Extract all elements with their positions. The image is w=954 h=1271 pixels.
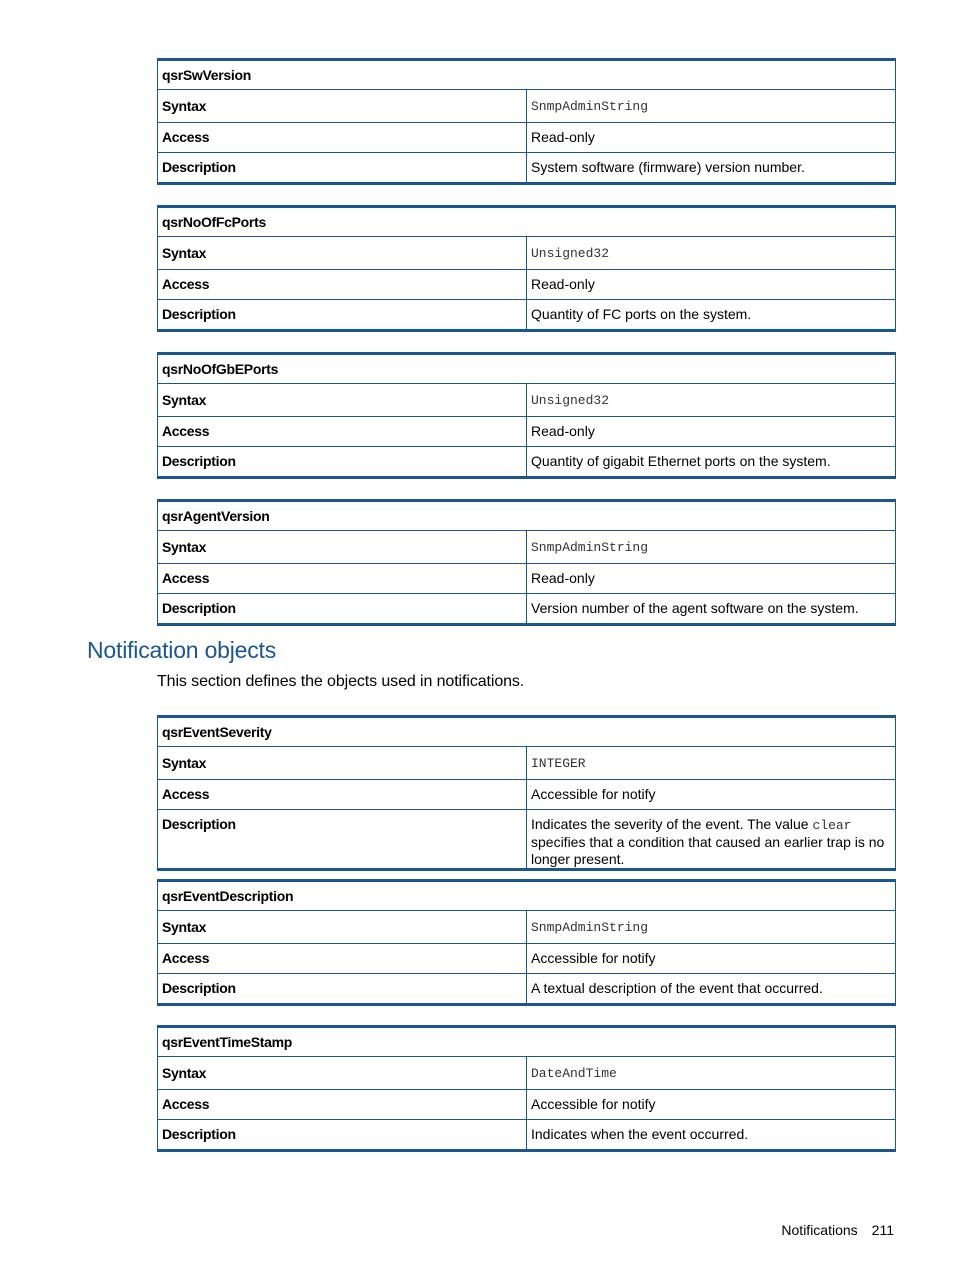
access-label: Access bbox=[158, 417, 527, 447]
description-label: Description bbox=[158, 300, 527, 331]
object-name: qsrSwVersion bbox=[158, 60, 896, 90]
object-table-qsrEventSeverity bbox=[157, 715, 896, 871]
footer-chapter: Notifications bbox=[781, 1222, 858, 1238]
syntax-value: SnmpAdminString bbox=[527, 531, 896, 564]
access-label: Access bbox=[158, 123, 527, 153]
description-value: Indicates when the event occurred. bbox=[527, 1120, 896, 1151]
syntax-label: Syntax bbox=[158, 384, 527, 417]
description-label: Description bbox=[158, 447, 527, 478]
syntax-value: SnmpAdminString bbox=[527, 90, 896, 123]
object-table-qsrEventTimeStamp bbox=[157, 1025, 896, 1152]
access-label: Access bbox=[158, 1090, 527, 1120]
description-label: Description bbox=[158, 810, 527, 870]
syntax-label: Syntax bbox=[158, 237, 527, 270]
object-name: qsrEventTimeStamp bbox=[158, 1027, 896, 1057]
access-value: Read-only bbox=[527, 123, 896, 153]
access-value: Read-only bbox=[527, 270, 896, 300]
object-table-qsrNoOfFcPorts bbox=[157, 205, 896, 332]
syntax-value: DateAndTime bbox=[527, 1057, 896, 1090]
syntax-value: Unsigned32 bbox=[527, 237, 896, 270]
access-value: Read-only bbox=[527, 564, 896, 594]
description-value: Quantity of gigabit Ethernet ports on the system. bbox=[527, 447, 896, 478]
page-footer bbox=[767, 1222, 894, 1238]
section-heading: Notification objects bbox=[87, 637, 277, 663]
description-text-pre: Indicates the severity of the event. The value bbox=[531, 816, 813, 832]
syntax-label: Syntax bbox=[158, 911, 527, 944]
object-name: qsrNoOfGbEPorts bbox=[158, 354, 896, 384]
object-name: qsrNoOfFcPorts bbox=[158, 207, 896, 237]
syntax-label: Syntax bbox=[158, 90, 527, 123]
object-table-qsrSwVersion bbox=[157, 58, 896, 185]
syntax-label: Syntax bbox=[158, 1057, 527, 1090]
access-label: Access bbox=[158, 564, 527, 594]
object-table-qsrNoOfGbEPorts bbox=[157, 352, 896, 479]
syntax-label: Syntax bbox=[158, 747, 527, 780]
description-value: System software (firmware) version number. bbox=[527, 153, 896, 184]
access-value: Accessible for notify bbox=[527, 1090, 896, 1120]
section-intro: This section defines the objects used in notifications. bbox=[157, 673, 525, 690]
object-name: qsrEventSeverity bbox=[158, 717, 896, 747]
object-table-qsrEventDescription bbox=[157, 879, 896, 1006]
access-value: Accessible for notify bbox=[527, 780, 896, 810]
footer-page-number: 211 bbox=[871, 1222, 894, 1238]
description-value: Version number of the agent software on the system. bbox=[527, 594, 896, 625]
description-value: Quantity of FC ports on the system. bbox=[527, 300, 896, 331]
description-text-post: specifies that a condition that caused an earlier trap is no longer present. bbox=[531, 834, 885, 867]
syntax-label: Syntax bbox=[158, 531, 527, 564]
syntax-value: Unsigned32 bbox=[527, 384, 896, 417]
description-value bbox=[527, 810, 896, 870]
object-table-qsrAgentVersion bbox=[157, 499, 896, 626]
access-value: Read-only bbox=[527, 417, 896, 447]
access-label: Access bbox=[158, 780, 527, 810]
access-label: Access bbox=[158, 944, 527, 974]
syntax-value: INTEGER bbox=[527, 747, 896, 780]
description-code: clear bbox=[812, 818, 852, 833]
syntax-value: SnmpAdminString bbox=[527, 911, 896, 944]
access-label: Access bbox=[158, 270, 527, 300]
object-name: qsrEventDescription bbox=[158, 881, 896, 911]
description-label: Description bbox=[158, 153, 527, 184]
description-label: Description bbox=[158, 594, 527, 625]
description-value: A textual description of the event that occurred. bbox=[527, 974, 896, 1005]
description-label: Description bbox=[158, 1120, 527, 1151]
object-name: qsrAgentVersion bbox=[158, 501, 896, 531]
access-value: Accessible for notify bbox=[527, 944, 896, 974]
description-label: Description bbox=[158, 974, 527, 1005]
